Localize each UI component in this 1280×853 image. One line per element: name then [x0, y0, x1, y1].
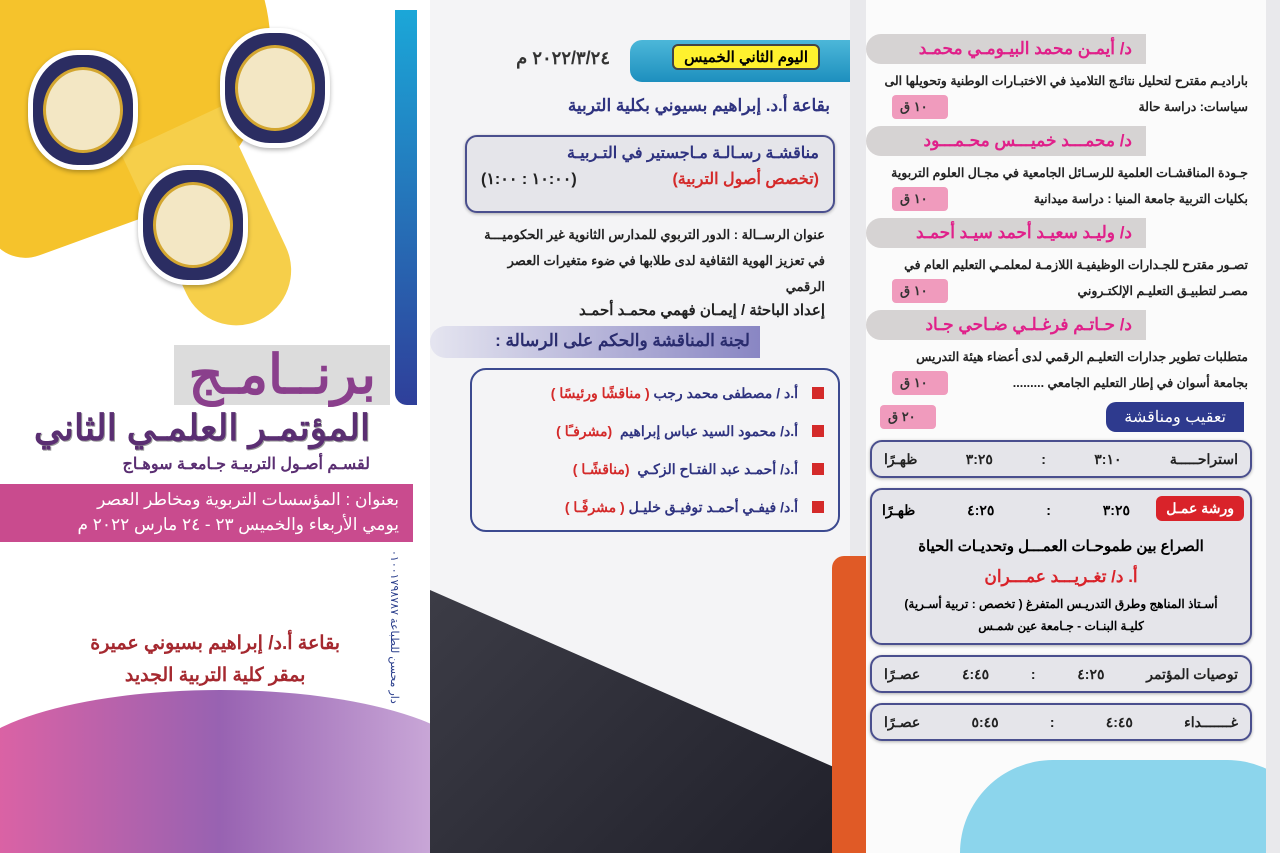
- speaker-bio: أسـتاذ المناهج وطرق التدريـس المتفرغ ( تخصص : تربية أسـرية): [904, 597, 1218, 611]
- conference-title: المؤتمـر العلمـي الثاني: [33, 407, 370, 448]
- schedule-list: [866, 34, 1266, 751]
- discussion-label: تعقيب ومناقشة: [1106, 402, 1244, 432]
- member-role: ( مناقشًا ورئيسًا ): [550, 384, 650, 401]
- workshop-title: الصراع بين طموحـات العمـــل وتحديـات الحياة: [918, 538, 1204, 555]
- committee-member: [472, 374, 838, 412]
- conference-theme: بعنوان : المؤسسات التربوية ومخاطر العصر: [97, 490, 399, 509]
- paper-title: متطلبات تطوير جدارات التعليـم الرقمي لدى أعضاء هيئة التدريس بجامعة أسوان في إطار التعليم الجامعي .........: [916, 350, 1248, 390]
- time-to: ٣:٢٥: [965, 450, 993, 467]
- row-label: غـــــــداء: [1184, 713, 1238, 730]
- time-to: ٤:٢٥: [967, 502, 995, 518]
- day-date: ٢٠٢٢/٣/٢٤ م: [516, 48, 610, 68]
- time-from: ٤:٤٥: [1105, 713, 1133, 730]
- speaker-name: د/ أيمـن محمد البيـومـي محمـد: [866, 34, 1146, 64]
- time-period: عصـرًا: [884, 713, 921, 730]
- cover-panel: [0, 0, 430, 853]
- speaker-name: د/ حـاتـم فرغـلـي ضـاحي جـاد: [866, 310, 1146, 340]
- session-title: مناقشـة رسـالـة مـاجستير في التـربيـة: [566, 145, 819, 162]
- bullet-icon: [812, 463, 824, 475]
- time-period: ظهـرًا: [882, 502, 916, 518]
- workshop-badge: ورشة عمـل: [1156, 496, 1244, 521]
- time-from: ٣:١٠: [1094, 450, 1122, 467]
- duration-badge: ١٠ ق: [892, 371, 948, 395]
- time-sep: :: [1030, 666, 1036, 682]
- committee-list: [470, 368, 840, 532]
- faculty-of-education-logo: [28, 50, 138, 170]
- member-name: أ.د/ محمود السيد عباس إبراهيم: [619, 422, 798, 439]
- member-role: ( مشرفًـا ): [564, 498, 625, 515]
- day-badge: اليوم الثاني الخميس: [672, 44, 820, 70]
- paper-item: [866, 126, 1266, 212]
- paper-block: [880, 68, 1248, 120]
- speaker-name: د/ محمـــد خميـــس محـمـــود: [866, 126, 1146, 156]
- day-two-panel: [430, 0, 850, 853]
- bullet-icon: [812, 501, 824, 513]
- discussion-row: [880, 402, 1244, 432]
- time-to: ٥:٤٥: [971, 713, 999, 730]
- venue-line: بقاعة أ.د/ إبراهيم بسيوني عميرة: [90, 633, 340, 654]
- bullet-icon: [812, 425, 824, 437]
- time-sep: :: [1046, 502, 1051, 518]
- row-label: استراحـــــة: [1169, 450, 1238, 467]
- recommendations-row: [870, 655, 1252, 693]
- conference-dates: يومي الأربعاء والخميس ٢٣ - ٢٤ مارس ٢٠٢٢ م: [77, 515, 399, 534]
- member-name: أ.د/ أحمـد عبد الفتـاح الزكـي: [637, 460, 798, 477]
- time-period: عصـرًا: [884, 665, 921, 682]
- hall: بقاعة أ.د. إبراهيم بسيوني بكلية التربية: [567, 96, 830, 115]
- orange-bar: [832, 556, 866, 853]
- member-name: أ.د / مصطفى محمد رجب: [653, 384, 798, 401]
- speaker-name: د/ وليـد سعيـد أحمد سيـد أحمـد: [866, 218, 1146, 248]
- paper-title: جـودة المناقشـات العلمية للرسـائل الجامعية في مجـال العلوم التربوية بكليات التربية جامعة المنيا : دراسة ميدانية: [891, 166, 1248, 206]
- committee-title: لجنة المناقشة والحكم على الرسالة :: [430, 326, 760, 358]
- blue-bar: [395, 10, 417, 405]
- time-period: ظهـرًا: [884, 450, 918, 467]
- session-time: (١٠:٠٠ : ١:٠٠): [481, 171, 577, 188]
- department-logo: [138, 165, 248, 285]
- sohag-university-logo: [220, 28, 330, 148]
- member-role: (مشرفـًا ): [556, 422, 613, 439]
- researcher: إعداد الباحثة / إيمـان فهمي محمـد أحمـد: [579, 302, 825, 319]
- duration-badge: ١٠ ق: [892, 95, 948, 119]
- committee-member: [472, 450, 838, 488]
- break-row: [870, 440, 1252, 478]
- paper-title: تصـور مقترح للجـدارات الوظيفيـة اللازمـة لمعلمـي التعليم العام في مصـر لتطبيـق التعليـم الإلكتـروني: [904, 258, 1248, 298]
- specialization: (تخصص أصول التربية): [672, 171, 819, 188]
- cyan-shape: [960, 760, 1266, 853]
- publisher-credit: دار محسن للطباعة ٠١٠٠١٧٩٨٧٨٧: [388, 550, 400, 704]
- workshop-speaker: أ. د/ تغـريـــد عمـــران: [984, 567, 1138, 586]
- paper-item: [866, 218, 1266, 304]
- bullet-icon: [812, 387, 824, 399]
- session-box: [465, 135, 835, 213]
- time-to: ٤:٤٥: [961, 665, 990, 682]
- thesis-section: [430, 222, 850, 532]
- venue: [90, 628, 340, 692]
- duration-badge: ٢٠ ق: [880, 405, 936, 429]
- paper-title: باراديـم مقترح لتحليل نتائـج التلاميذ في الاختبـارات الوطنية وتحويلها الى سياسات: دراسة حالة: [884, 74, 1248, 114]
- schedule-panel: [866, 0, 1266, 853]
- duration-badge: ١٠ ق: [892, 187, 948, 211]
- program-title: برنــامـج: [174, 345, 390, 405]
- time-from: ٤:٢٥: [1077, 665, 1105, 682]
- time-from: ٣:٢٥: [1102, 502, 1130, 518]
- dark-shape: [430, 590, 850, 853]
- time-sep: :: [1049, 714, 1055, 730]
- theme-band: [0, 484, 413, 542]
- paper-block: [880, 160, 1248, 212]
- paper-item: [866, 310, 1266, 396]
- committee-member: [472, 412, 838, 450]
- member-name: أ.د/ فيفـي أحمـد توفيـق خليـل: [628, 498, 798, 515]
- lunch-row: [870, 703, 1252, 741]
- speaker-affiliation: كليـة البنـات - جـامعة عين شمـس: [978, 619, 1144, 633]
- member-role: (مناقشًـا ): [572, 460, 630, 477]
- thesis-title: عنوان الرســالة : الدور التربوي للمدارس الثانوية غير الحكوميـــة في تعزيز الهوية الثقافية لدى طلابها في ضوء متغيرات العصر الرقمي: [484, 227, 825, 294]
- paper-block: [880, 344, 1248, 396]
- workshop-box: [870, 488, 1252, 645]
- duration-badge: ١٠ ق: [892, 279, 948, 303]
- committee-member: [472, 488, 838, 526]
- venue-line: بمقر كلية التربية الجديد: [124, 665, 306, 686]
- time-sep: :: [1041, 451, 1046, 467]
- paper-block: [880, 252, 1248, 304]
- purple-swirl: [0, 690, 430, 853]
- row-label: توصيات المؤتمر: [1146, 665, 1238, 682]
- paper-item: [866, 34, 1266, 120]
- department-name: لقسـم أصـول التربيـة جـامعـة سوهـاج: [122, 456, 370, 473]
